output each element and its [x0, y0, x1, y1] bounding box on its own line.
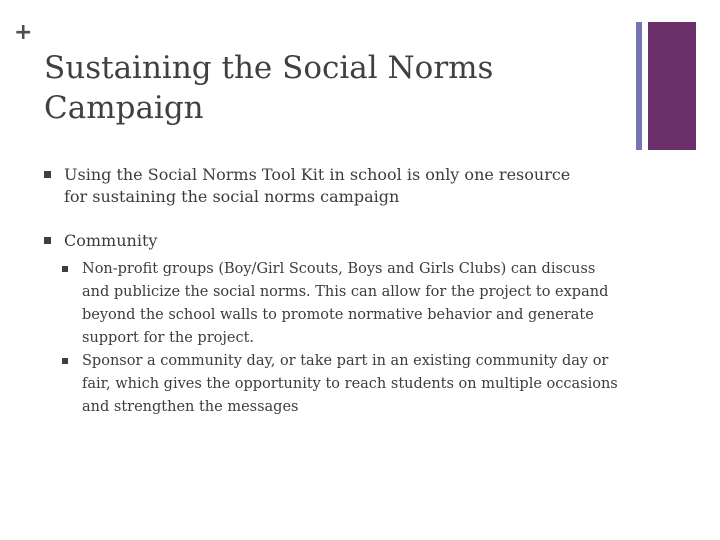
sub-bullet-square-icon: [62, 266, 68, 272]
sub-bullet-item-2: Sponsor a community day, or take part in an existing community day or fair, which gives the opportunity to reach students on multiple occasions and strengthen the messages: [82, 353, 618, 415]
bullet-item-1: Using the Social Norms Tool Kit in school is only one resource for sustaining the social norms campaign: [64, 165, 571, 206]
slide-title: Sustaining the Social Norms Campaign: [44, 50, 494, 126]
bullet-square-icon: [44, 237, 51, 244]
bullet-item-2: Community: [64, 231, 158, 250]
sub-bullet-square-icon: [62, 358, 68, 364]
decorative-thin-bar: [636, 22, 642, 150]
sub-bullet-item-1: Non-profit groups (Boy/Girl Scouts, Boys and Girls Clubs) can discuss and publicize the social norms. This can allow for the project to expand beyond the school walls to promote normative behavior and generate support for the project.: [82, 261, 609, 346]
bullet-square-icon: [44, 171, 51, 178]
decorative-purple-block: [648, 22, 696, 150]
plus-icon: +: [14, 20, 33, 45]
